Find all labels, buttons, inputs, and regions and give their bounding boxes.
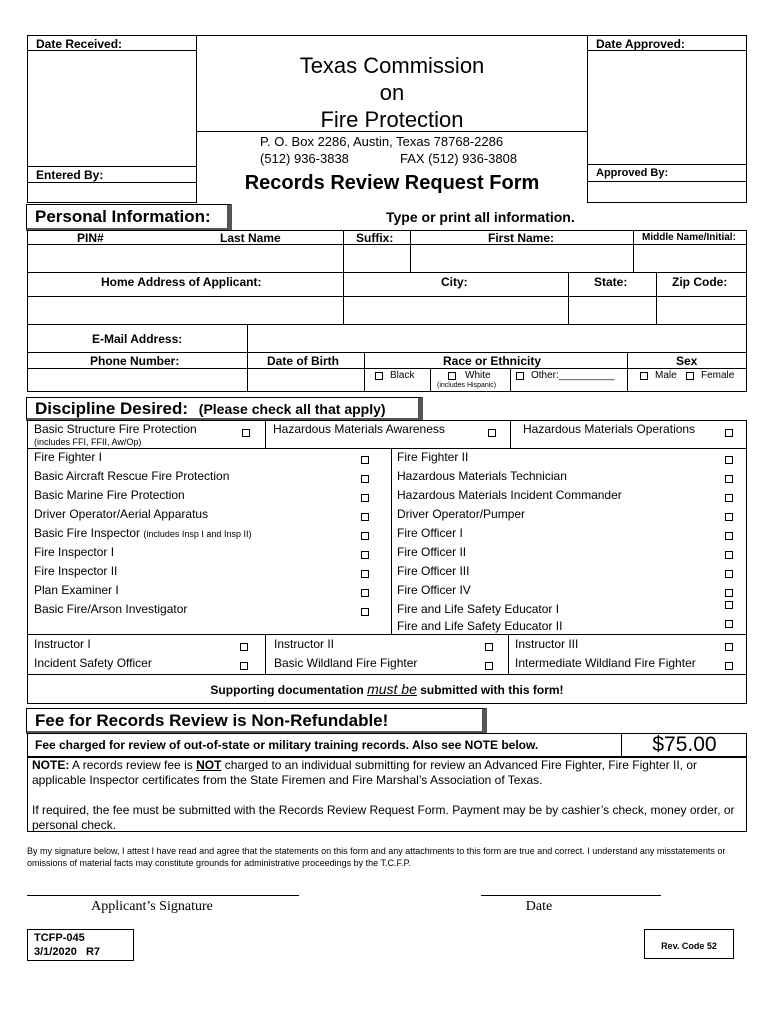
discipline-right-3: Driver Operator/Pumper bbox=[397, 507, 526, 521]
discipline-right-3-checkbox[interactable] bbox=[725, 513, 733, 521]
signature-line[interactable] bbox=[27, 895, 299, 896]
discipline-left-1: Basic Aircraft Rescue Fire Protection bbox=[34, 469, 230, 483]
state-label: State: bbox=[594, 275, 628, 289]
black-label: Black bbox=[390, 370, 415, 381]
date-received-label: Date Received: bbox=[36, 37, 123, 51]
date-label: Date bbox=[525, 899, 553, 914]
zip-field[interactable] bbox=[657, 297, 746, 323]
discipline-basic-wildland: Basic Wildland Fire Fighter bbox=[274, 656, 418, 670]
discipline-title: Discipline Desired: bbox=[35, 399, 189, 418]
dob-field[interactable] bbox=[248, 369, 363, 391]
fee-note-label: NOTE: bbox=[32, 758, 70, 772]
date-line[interactable] bbox=[481, 895, 661, 896]
white-note: (includes Hispanic) bbox=[437, 382, 497, 389]
org-line-1: Texas Commission bbox=[299, 53, 485, 78]
discipline-basic-wildland-checkbox[interactable] bbox=[485, 662, 493, 670]
discipline-instructor-3: Instructor III bbox=[515, 637, 579, 651]
form-title: Records Review Request Form bbox=[244, 172, 540, 194]
first-name-field[interactable] bbox=[411, 245, 632, 271]
discipline-left-5-checkbox[interactable] bbox=[361, 551, 369, 559]
form-number: TCFP-045 bbox=[34, 932, 85, 944]
city-field[interactable] bbox=[344, 297, 567, 323]
supporting-documentation-note bbox=[27, 681, 747, 697]
phone-line: (512) 936-3838 bbox=[260, 151, 349, 166]
discipline-right-0-checkbox[interactable] bbox=[725, 456, 733, 464]
discipline-left-6: Fire Inspector II bbox=[34, 564, 118, 578]
phone-number-label: Phone Number: bbox=[90, 354, 180, 368]
female-checkbox[interactable] bbox=[686, 372, 694, 380]
support-post: submitted with this form! bbox=[416, 683, 564, 697]
discipline-right-5-checkbox[interactable] bbox=[725, 551, 733, 559]
discipline-right-6: Fire Officer III bbox=[397, 564, 470, 578]
discipline-instructor-2: Instructor II bbox=[274, 637, 335, 651]
org-line-2: on bbox=[379, 80, 405, 105]
discipline-left-2-checkbox[interactable] bbox=[361, 494, 369, 502]
discipline-right-1: Hazardous Materials Technician bbox=[397, 469, 567, 483]
personal-info-heading: Personal Information: bbox=[26, 204, 232, 231]
discipline-instructor-3-checkbox[interactable] bbox=[725, 643, 733, 651]
white-label: White bbox=[465, 370, 491, 381]
first-name-label: First Name: bbox=[488, 231, 555, 245]
entered-by-label: Entered By: bbox=[36, 168, 104, 182]
fee-note bbox=[32, 758, 740, 788]
white-checkbox[interactable] bbox=[448, 372, 456, 380]
discipline-instructor-1-checkbox[interactable] bbox=[240, 643, 248, 651]
discipline-left-7: Plan Examiner I bbox=[34, 583, 119, 597]
fee-required: If required, the fee must be submitted with the Records Review Request Form. Payment may be by cashier’s check, money order, or personal check. bbox=[32, 803, 735, 832]
discipline-left-1-checkbox[interactable] bbox=[361, 475, 369, 483]
rev-code: Rev. Code 52 bbox=[661, 941, 717, 951]
address-line: P. O. Box 2286, Austin, Texas 78768-2286 bbox=[260, 134, 504, 149]
discipline-left-3: Driver Operator/Aerial Apparatus bbox=[34, 507, 209, 521]
middle-name-label: Middle Name/Initial: bbox=[642, 232, 736, 243]
black-checkbox[interactable] bbox=[375, 372, 383, 380]
phone-field[interactable] bbox=[28, 369, 246, 391]
state-field[interactable] bbox=[569, 297, 655, 323]
dob-label: Date of Birth bbox=[267, 354, 339, 368]
attestation-text: By my signature below, I attest I have read and agree that the statements on this form and any attachments to this form are true and correct. I understand any misstatements or omissions of material facts may constitute grounds for administrative proceedings by the T.C.F.P. bbox=[27, 846, 726, 868]
discipline-left-0: Fire Fighter I bbox=[34, 450, 103, 464]
discipline-basic-structure-label: Basic Structure Fire Protection bbox=[34, 422, 197, 436]
female-label: Female bbox=[701, 370, 735, 381]
discipline-right-7-checkbox[interactable] bbox=[725, 589, 733, 597]
approved-by-label: Approved By: bbox=[596, 167, 669, 179]
fee-charged-text: Fee charged for review of out-of-state or military training records. Also see NOTE below. bbox=[35, 738, 539, 752]
discipline-right-2-checkbox[interactable] bbox=[725, 494, 733, 502]
middle-name-field[interactable] bbox=[634, 245, 746, 271]
fee-note-b: charged to an individual submitting for review an Advanced Fire Fighter, Fire Fighter II, or applicable Inspector certificates from the State Firemen and Fire Marshal’s Association of Texas. bbox=[32, 758, 697, 787]
date-approved-label: Date Approved: bbox=[596, 37, 685, 51]
discipline-right-2: Hazardous Materials Incident Commander bbox=[397, 488, 622, 502]
discipline-hazmat-awareness-label: Hazardous Materials Awareness bbox=[273, 422, 445, 436]
discipline-instructor-1: Instructor I bbox=[34, 637, 91, 651]
discipline-hazmat-operations-label: Hazardous Materials Operations bbox=[523, 422, 696, 436]
discipline-heading bbox=[26, 397, 423, 421]
suffix-field[interactable] bbox=[344, 245, 409, 271]
discipline-left-4-label: Basic Fire Inspector bbox=[34, 526, 141, 540]
discipline-left-5: Fire Inspector I bbox=[34, 545, 115, 559]
last-name-label: Last Name bbox=[220, 231, 281, 245]
fee-amount: $75.00 bbox=[652, 733, 717, 756]
pin-field[interactable] bbox=[28, 245, 342, 271]
support-em: must be bbox=[367, 681, 417, 697]
discipline-right-6-checkbox[interactable] bbox=[725, 570, 733, 578]
discipline-right-7: Fire Officer IV bbox=[397, 583, 471, 597]
discipline-left-8: Basic Fire/Arson Investigator bbox=[34, 602, 188, 616]
discipline-right-0: Fire Fighter II bbox=[397, 450, 469, 464]
fee-note-not: NOT bbox=[196, 758, 222, 772]
discipline-left-3-checkbox[interactable] bbox=[361, 513, 369, 521]
email-field[interactable] bbox=[248, 325, 746, 351]
pin-label: PIN# bbox=[77, 231, 104, 245]
fax-line: FAX (512) 936-3808 bbox=[400, 151, 518, 166]
other-label: Other:__________ bbox=[531, 370, 615, 381]
male-label: Male bbox=[655, 370, 677, 381]
discipline-left-7-checkbox[interactable] bbox=[361, 589, 369, 597]
other-checkbox[interactable] bbox=[516, 372, 524, 380]
male-checkbox[interactable] bbox=[640, 372, 648, 380]
discipline-right-5: Fire Officer II bbox=[397, 545, 467, 559]
type-or-print-instruction: Type or print all information. bbox=[386, 209, 575, 225]
fee-heading: Fee for Records Review is Non-Refundable! bbox=[26, 708, 487, 734]
discipline-left-2: Basic Marine Fire Protection bbox=[34, 488, 185, 502]
discipline-basic-structure-checkbox[interactable] bbox=[242, 429, 250, 437]
discipline-left-4 bbox=[34, 526, 251, 540]
home-address-label: Home Address of Applicant: bbox=[101, 275, 262, 289]
discipline-right-8-checkbox[interactable] bbox=[725, 601, 733, 609]
discipline-hazmat-operations-checkbox[interactable] bbox=[725, 429, 733, 437]
discipline-subtitle: (Please check all that apply) bbox=[198, 401, 386, 417]
discipline-intermediate-wildland-checkbox[interactable] bbox=[725, 662, 733, 670]
discipline-right-4-checkbox[interactable] bbox=[725, 532, 733, 540]
home-address-field[interactable] bbox=[28, 297, 342, 323]
discipline-hazmat-awareness-checkbox[interactable] bbox=[488, 429, 496, 437]
signature-label: Applicant’s Signature bbox=[91, 899, 213, 914]
discipline-incident-safety: Incident Safety Officer bbox=[34, 656, 152, 670]
fee-note-a: A records review fee is bbox=[69, 758, 197, 772]
sex-label: Sex bbox=[676, 354, 698, 368]
discipline-left-8-checkbox[interactable] bbox=[361, 608, 369, 616]
discipline-left-4-note: (includes Insp I and Insp II) bbox=[143, 529, 252, 539]
discipline-right-4: Fire Officer I bbox=[397, 526, 463, 540]
email-label: E-Mail Address: bbox=[92, 332, 183, 346]
discipline-left-6-checkbox[interactable] bbox=[361, 570, 369, 578]
discipline-left-0-checkbox[interactable] bbox=[361, 456, 369, 464]
discipline-right-9-checkbox[interactable] bbox=[725, 620, 733, 628]
discipline-incident-safety-checkbox[interactable] bbox=[240, 662, 248, 670]
discipline-right-9: Fire and Life Safety Educator II bbox=[397, 619, 563, 633]
zip-label: Zip Code: bbox=[672, 275, 728, 289]
discipline-left-4-checkbox[interactable] bbox=[361, 532, 369, 540]
race-label: Race or Ethnicity bbox=[443, 354, 542, 368]
support-pre: Supporting documentation bbox=[210, 683, 368, 697]
org-line-3: Fire Protection bbox=[320, 107, 464, 132]
org-name bbox=[197, 52, 587, 133]
discipline-intermediate-wildland: Intermediate Wildland Fire Fighter bbox=[515, 656, 696, 670]
form-revision: 3/1/2020 R7 bbox=[34, 946, 101, 958]
suffix-label: Suffix: bbox=[356, 231, 394, 245]
discipline-basic-structure-note: (includes FFI, FFII, Aw/Op) bbox=[34, 437, 142, 447]
city-label: City: bbox=[441, 275, 468, 289]
discipline-instructor-2-checkbox[interactable] bbox=[485, 643, 493, 651]
discipline-right-1-checkbox[interactable] bbox=[725, 475, 733, 483]
discipline-right-8: Fire and Life Safety Educator I bbox=[397, 602, 560, 616]
